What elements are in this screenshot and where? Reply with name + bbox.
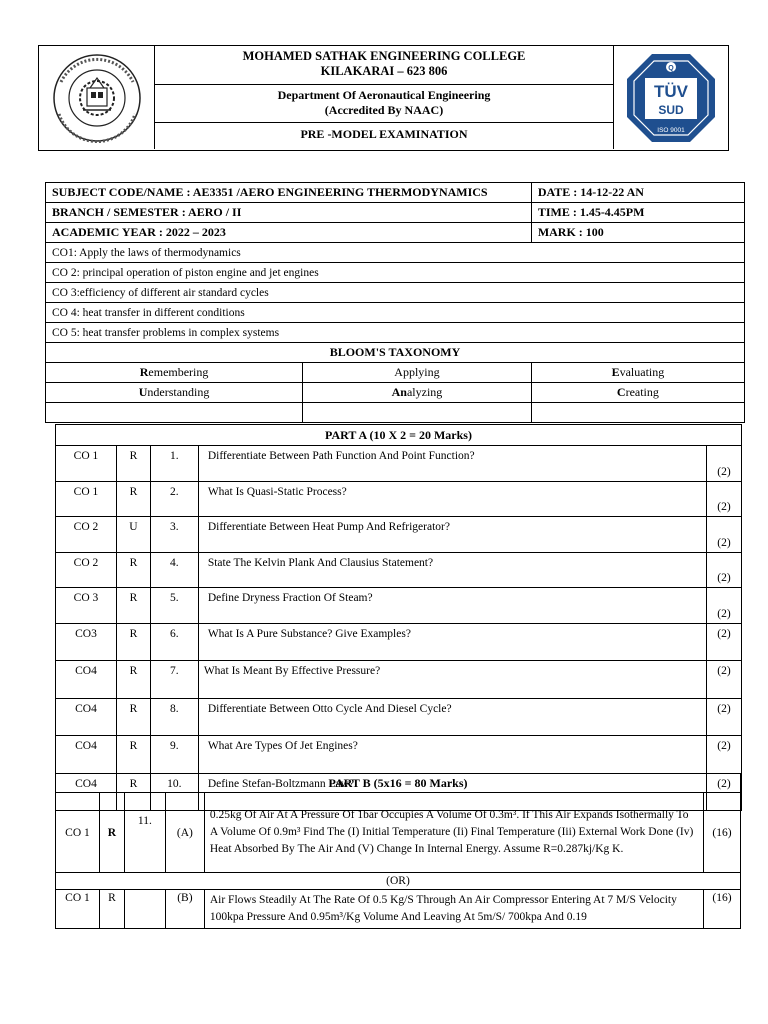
co-cell: CO4 [56, 773, 117, 811]
table-row [56, 446, 742, 482]
sub-question-label: (A) [165, 793, 204, 873]
level-cell: R [116, 552, 150, 588]
total-mark: MARK : 100 [531, 223, 744, 243]
table-row [56, 890, 741, 929]
question-number: 2. [150, 481, 198, 517]
subject-code-name: SUBJECT CODE/NAME : AE3351 /AERO ENGINEERING THERMODYNAMICS [46, 183, 532, 203]
level-cell: R [116, 661, 150, 699]
department-block [155, 85, 613, 123]
tuv-q-letter: Q [668, 64, 674, 72]
marks-cell: (16) [703, 890, 740, 929]
question-number: 6. [150, 623, 198, 661]
question-text: What Is Quasi-Static Process? [198, 481, 706, 517]
tuv-sud-icon [624, 51, 718, 145]
question-number: 1. [150, 446, 198, 482]
question-number: 5. [150, 588, 198, 624]
question-text: Define Stefan-Boltzmann Law? [198, 773, 706, 811]
level-cell: R [116, 588, 150, 624]
question-text: State The Kelvin Plank And Clausius Statement? [198, 552, 706, 588]
question-number: 8. [150, 698, 198, 736]
question-text: Differentiate Between Otto Cycle And Diesel Cycle? [198, 698, 706, 736]
question-number: 3. [150, 517, 198, 553]
course-outcome-5: CO 5: heat transfer problems in complex systems [46, 323, 745, 343]
table-row [56, 481, 742, 517]
course-outcome-3: CO 3:efficiency of different air standard cycles [46, 283, 745, 303]
co-cell: CO 2 [56, 517, 117, 553]
level-cell: R [116, 446, 150, 482]
question-text: What Is Meant By Effective Pressure? [198, 661, 706, 699]
question-text: Air Flows Steadily At The Rate Of 0.5 Kg/S Through An Air Compressor Entering At 7 M/S Velocity 100kpa Pressure And 0.95m³/Kg Volume And Leaving At 5m/S/ 700kpa And 0.19 [204, 890, 703, 929]
question-number: 7. [150, 661, 198, 699]
part-a-table [55, 424, 742, 811]
or-separator: (OR) [56, 873, 741, 890]
exam-header [38, 45, 729, 151]
question-text: Define Dryness Fraction Of Steam? [198, 588, 706, 624]
college-name: MOHAMED SATHAK ENGINEERING COLLEGE [242, 49, 526, 63]
branch-semester: BRANCH / SEMESTER : AERO / II [46, 203, 532, 223]
co-cell: CO 1 [56, 481, 117, 517]
question-text: Differentiate Between Heat Pump And Refrigerator? [198, 517, 706, 553]
blooms-taxonomy-title: BLOOM'S TAXONOMY [46, 343, 745, 363]
level-cell: R [99, 890, 124, 929]
course-outcome-2: CO 2: principal operation of piston engine and jet engines [46, 263, 745, 283]
level-cell: R [116, 736, 150, 774]
bloom-understanding: Understanding [46, 383, 303, 403]
college-place: KILAKARAI – 623 806 [320, 64, 448, 78]
empty-cell [46, 403, 303, 423]
bloom-analyzing: Analyzing [303, 383, 532, 403]
marks-cell: (2) [707, 588, 742, 624]
marks-cell: (2) [707, 517, 742, 553]
department-name: Department Of Aeronautical Engineering [277, 88, 491, 102]
bloom-applying: Applying [303, 363, 532, 383]
college-logo [39, 46, 155, 149]
table-row [56, 623, 742, 661]
marks-cell: (16) [703, 793, 740, 873]
question-text: 0.25kg Of Air At A Pressure Of 1bar Occupies A Volume Of 0.3m³. If This Air Expands Isothermally To A Volume Of 0.9m³ Find The (I) Initial Temperature (Ii) Final Temperature (Iii) External Work Done (Iv) Heat Absorbed By The Air And (V) Change In Internal Energy. Assume R=0.287kj/Kg K. [204, 793, 703, 873]
co-cell: CO 2 [56, 552, 117, 588]
course-outcome-4: CO 4: heat transfer in different conditions [46, 303, 745, 323]
subject-info-table [45, 182, 745, 423]
exam-date: DATE : 14-12-22 AN [531, 183, 744, 203]
co-cell: CO4 [56, 661, 117, 699]
question-number [124, 890, 165, 929]
marks-cell: (2) [707, 773, 742, 811]
empty-cell [303, 403, 532, 423]
co-cell: CO 1 [56, 446, 117, 482]
marks-cell: (2) [707, 552, 742, 588]
exam-title: PRE -MODEL EXAMINATION [300, 127, 468, 141]
co-cell: CO4 [56, 736, 117, 774]
marks-cell: (2) [707, 623, 742, 661]
tuv-logo [613, 46, 728, 149]
table-row [56, 517, 742, 553]
part-b-table [55, 773, 741, 929]
marks-cell: (2) [707, 661, 742, 699]
empty-cell [531, 403, 744, 423]
marks-cell: (2) [707, 446, 742, 482]
question-text: What Are Types Of Jet Engines? [198, 736, 706, 774]
part-b-title: PART B (5x16 = 80 Marks) [56, 774, 741, 793]
co-cell: CO4 [56, 698, 117, 736]
bloom-creating: Creating [531, 383, 744, 403]
table-row [56, 736, 742, 774]
marks-cell: (2) [707, 481, 742, 517]
table-row [56, 698, 742, 736]
marks-cell: (2) [707, 736, 742, 774]
tuv-text: TÜV [654, 81, 688, 101]
accreditation: (Accredited By NAAC) [324, 103, 444, 117]
question-text: What Is A Pure Substance? Give Examples? [198, 623, 706, 661]
exam-time: TIME : 1.45-4.45PM [531, 203, 744, 223]
level-cell: R [116, 773, 150, 811]
table-row [56, 552, 742, 588]
table-row [56, 661, 742, 699]
level-cell: R [99, 793, 124, 873]
question-number: 11. [124, 793, 165, 873]
college-emblem-icon [47, 52, 147, 144]
table-row [56, 793, 741, 873]
college-name-block [155, 46, 613, 85]
co-cell: CO 1 [56, 890, 100, 929]
question-number: 4. [150, 552, 198, 588]
iso-text: ISO 9001 [657, 126, 685, 134]
marks-cell: (2) [707, 698, 742, 736]
level-cell: R [116, 698, 150, 736]
or-row [56, 873, 741, 890]
part-a-title: PART A (10 X 2 = 20 Marks) [56, 425, 742, 446]
academic-year: ACADEMIC YEAR : 2022 – 2023 [46, 223, 532, 243]
co-cell: CO 1 [56, 793, 100, 873]
question-number: 9. [150, 736, 198, 774]
co-cell: CO3 [56, 623, 117, 661]
bloom-remembering: Remembering [46, 363, 303, 383]
sub-question-label: (B) [165, 890, 204, 929]
question-text: Differentiate Between Path Function And Point Function? [198, 446, 706, 482]
level-cell: U [116, 517, 150, 553]
level-cell: R [116, 481, 150, 517]
table-row [56, 588, 742, 624]
sud-text: SUD [658, 102, 684, 117]
co-cell: CO 3 [56, 588, 117, 624]
bloom-evaluating: Evaluating [531, 363, 744, 383]
level-cell: R [116, 623, 150, 661]
question-number: 10. [150, 773, 198, 811]
course-outcome-1: CO1: Apply the laws of thermodynamics [46, 243, 745, 263]
